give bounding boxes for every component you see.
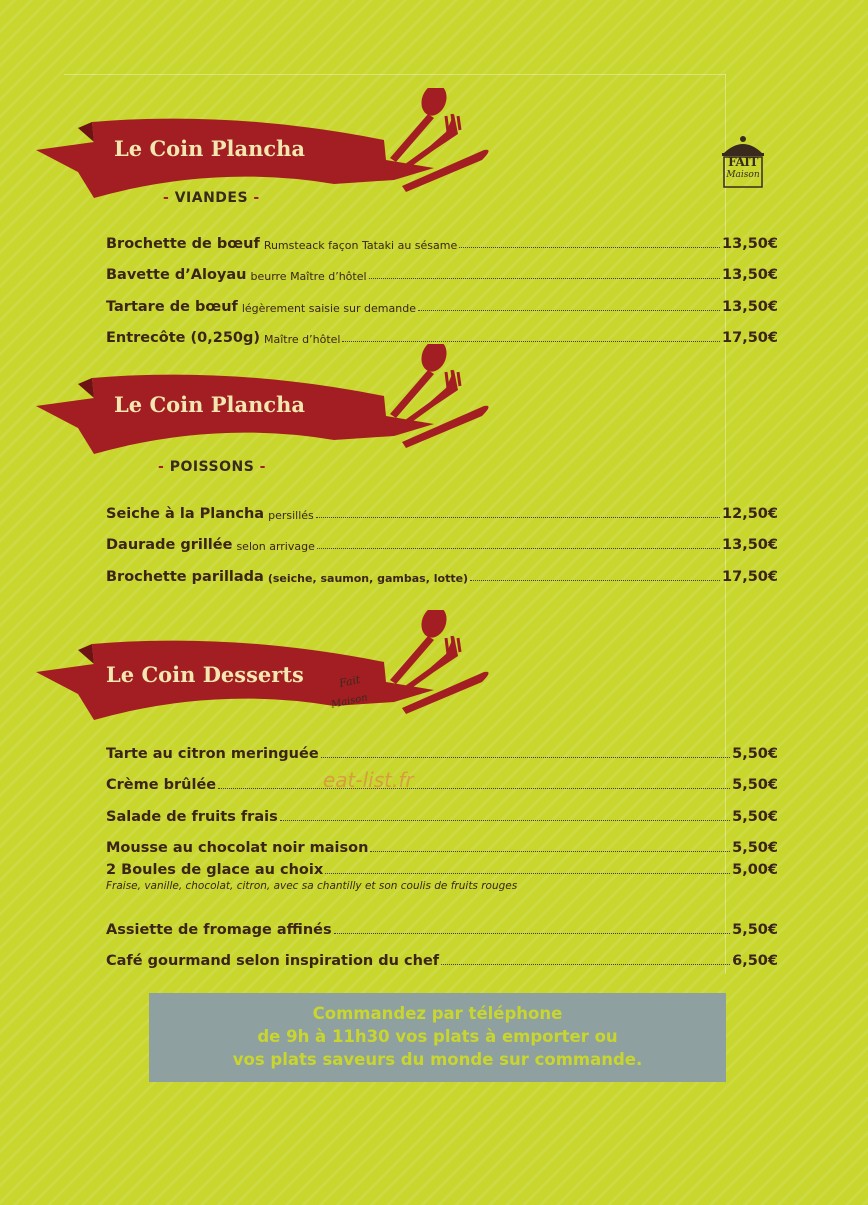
item-subdesc: Fraise, vanille, chocolat, citron, avec sa chantilly et son coulis de fruits rouges	[106, 880, 518, 892]
item-desc: légèrement saisie sur demande	[241, 301, 416, 315]
item-name: Bavette d’Aloyau	[106, 267, 247, 283]
list-item	[106, 762, 778, 794]
item-desc: selon arrivage	[236, 540, 315, 553]
menu-list-poissons	[106, 490, 778, 585]
list-item	[106, 793, 778, 825]
list-item	[106, 906, 778, 938]
item-price: 13,50€	[722, 235, 778, 252]
cta-line-1: Commandez par téléphone	[312, 1004, 563, 1023]
list-item	[106, 856, 778, 906]
banner-plancha-poissons	[34, 344, 494, 474]
phone-order-banner	[149, 993, 726, 1082]
item-name: Assiette de fromage affinés	[106, 921, 332, 938]
cta-line-3: vos plats saveurs du monde sur commande.	[232, 1050, 643, 1069]
item-name: Tarte au citron meringuée	[106, 745, 319, 762]
item-desc: Maître d’hôtel	[264, 333, 341, 346]
list-item	[106, 730, 778, 762]
list-item	[106, 938, 778, 970]
banner-desserts	[34, 610, 494, 740]
item-price: 13,50€	[722, 298, 778, 315]
item-price: 13,50€	[722, 267, 778, 283]
item-name: Café gourmand selon inspiration du chef	[106, 953, 440, 969]
item-price: 5,00€	[732, 862, 778, 878]
item-price: 6,50€	[732, 953, 778, 969]
list-item	[106, 252, 778, 284]
banner-title: Le Coin Plancha	[114, 392, 306, 417]
stamp-maison: Maison	[330, 692, 369, 711]
item-name: 2 Boules de glace au choix	[106, 862, 324, 878]
item-name: Mousse au chocolat noir maison	[106, 840, 369, 856]
item-price: 12,50€	[722, 505, 778, 522]
item-name: Brochette parillada	[106, 568, 264, 585]
menu-list-desserts	[106, 730, 778, 969]
item-name: Salade de fruits frais	[106, 808, 278, 825]
item-price: 13,50€	[722, 537, 778, 553]
item-price: 17,50€	[722, 568, 778, 585]
list-item	[106, 315, 778, 347]
item-name: Entrecôte (0,250g)	[106, 330, 261, 346]
item-name: Brochette de bœuf	[106, 235, 260, 252]
item-desc: (seiche, saumon, gambas, lotte)	[267, 571, 469, 585]
item-desc: persillés	[268, 508, 314, 522]
section-subtitle-viandes: - VIANDES -	[163, 190, 260, 206]
section-subtitle-poissons: - POISSONS -	[158, 459, 266, 475]
item-desc: Rumsteack façon Tataki au sésame	[263, 238, 458, 252]
menu-list-viandes	[106, 220, 778, 346]
list-item	[106, 283, 778, 315]
item-price: 5,50€	[732, 745, 778, 762]
list-item	[106, 490, 778, 522]
item-name: Crème brûlée	[106, 777, 217, 793]
item-price: 5,50€	[732, 921, 778, 938]
item-price: 5,50€	[732, 808, 778, 825]
badge-maison: Maison	[726, 170, 760, 180]
stamp-fait: Fait	[337, 672, 362, 691]
item-name: Daurade grillée	[106, 537, 233, 553]
item-name: Seiche à la Plancha	[106, 505, 265, 522]
frame-line-top	[64, 74, 726, 75]
banner-plancha-viandes	[34, 88, 494, 218]
item-price: 17,50€	[722, 330, 778, 346]
list-item	[106, 220, 778, 252]
item-price: 5,50€	[732, 777, 778, 793]
watermark: eat-list.fr	[323, 768, 414, 792]
list-item	[106, 553, 778, 585]
badge-fait: FAIT	[728, 155, 758, 169]
banner-title: Le Coin Desserts	[106, 662, 304, 687]
cta-line-2: de 9h à 11h30 vos plats à emporter ou	[257, 1027, 618, 1046]
list-item	[106, 825, 778, 857]
item-name: Tartare de bœuf	[106, 298, 238, 315]
banner-title: Le Coin Plancha	[114, 136, 306, 161]
item-desc: beurre Maître d’hôtel	[250, 270, 367, 283]
list-item	[106, 522, 778, 554]
item-price: 5,50€	[732, 840, 778, 856]
